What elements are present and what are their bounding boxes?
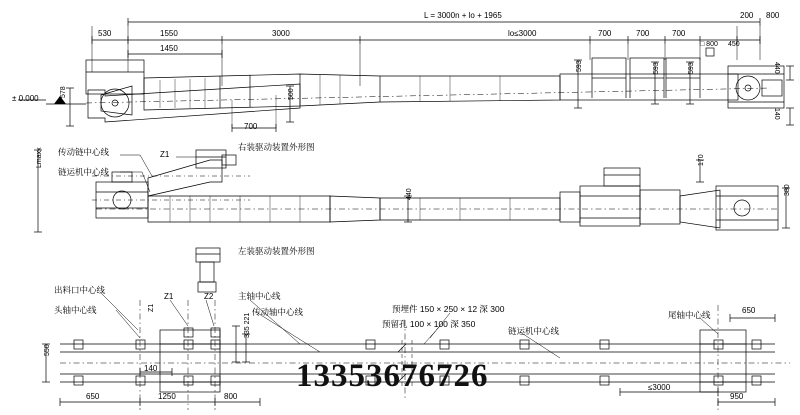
label-reserved-hole: 预留孔 100 × 100 深 350 <box>382 319 476 329</box>
label-embedded-part: 预埋件 150 × 250 × 12 深 300 <box>392 304 505 314</box>
dim-530: 530 <box>98 29 112 38</box>
dim-593-a: 593 <box>576 60 583 72</box>
dim-335-221: 335 221 <box>244 312 251 338</box>
label-head-shaft-centerline: 头轴中心线 <box>54 305 97 315</box>
dim-593-b: 593 <box>653 62 660 74</box>
dim-700-bottom: 700 <box>244 122 258 131</box>
label-discharge-centerline: 出料口中心线 <box>54 285 106 295</box>
label-z2-bottom: Z2 <box>204 292 214 301</box>
dim-170: 170 <box>698 154 705 166</box>
dim-578: 578 <box>60 86 67 98</box>
dim-1450: 1450 <box>160 44 178 53</box>
dim-3000: 3000 <box>272 29 290 38</box>
dim-700-c: 700 <box>672 29 686 38</box>
dim-200: 200 <box>740 11 754 20</box>
label-main-shaft-centerline: 主轴中心线 <box>238 291 281 301</box>
dim-440: 440 <box>773 62 780 74</box>
label-z1-bottom: Z1 <box>164 292 174 301</box>
dim-140: 140 <box>144 364 158 373</box>
dim-650-right: 650 <box>742 306 756 315</box>
dim-lmaxx: Lmaxx <box>36 147 43 168</box>
label-elevation-zero: ± 0.000 <box>12 94 39 103</box>
label-left-mounted-drive-outline: 左装驱动装置外形图 <box>238 246 315 256</box>
dim-440-mid: 440 <box>406 188 413 200</box>
dim-700-b: 700 <box>636 29 650 38</box>
dim-380: 380 <box>784 184 791 196</box>
dim-650-left: 650 <box>86 392 100 401</box>
dim-500: 500 <box>288 88 295 100</box>
dim-square800: □ 800 <box>700 41 718 48</box>
dim-450: 450 <box>728 41 740 48</box>
dim-700-a: 700 <box>598 29 612 38</box>
dim-550: 550 <box>44 344 51 356</box>
label-conveyor-centerline-bottom: 链运机中心线 <box>508 326 560 336</box>
watermark-phone-number: 13353676726 <box>296 358 489 394</box>
dim-lo: lo≤3000 <box>508 29 537 38</box>
dim-1250: 1250 <box>158 392 176 401</box>
label-drive-shaft-centerline: 传动轴中心线 <box>252 307 304 317</box>
label-tail-shaft-centerline: 尾轴中心线 <box>668 310 711 320</box>
dim-800: 800 <box>766 11 780 20</box>
label-conveyor-centerline: 链运机中心线 <box>58 167 110 177</box>
dim-593-c: 593 <box>688 62 695 74</box>
label-z1-mid: Z1 <box>160 150 170 159</box>
dim-140: 140 <box>773 108 780 120</box>
label-drive-chain-centerline: 传动链中心线 <box>58 147 110 157</box>
dim-950: 950 <box>730 392 744 401</box>
label-right-mounted-drive-outline: 右装驱动装置外形图 <box>238 142 315 152</box>
label-main-dimension: L = 3000n + lo + 1965 <box>424 11 502 20</box>
label-z1-vertical: Z1 <box>148 303 155 312</box>
dim-800-bottom: 800 <box>224 392 238 401</box>
dim-le3000: ≤3000 <box>648 383 671 392</box>
dim-1550: 1550 <box>160 29 178 38</box>
